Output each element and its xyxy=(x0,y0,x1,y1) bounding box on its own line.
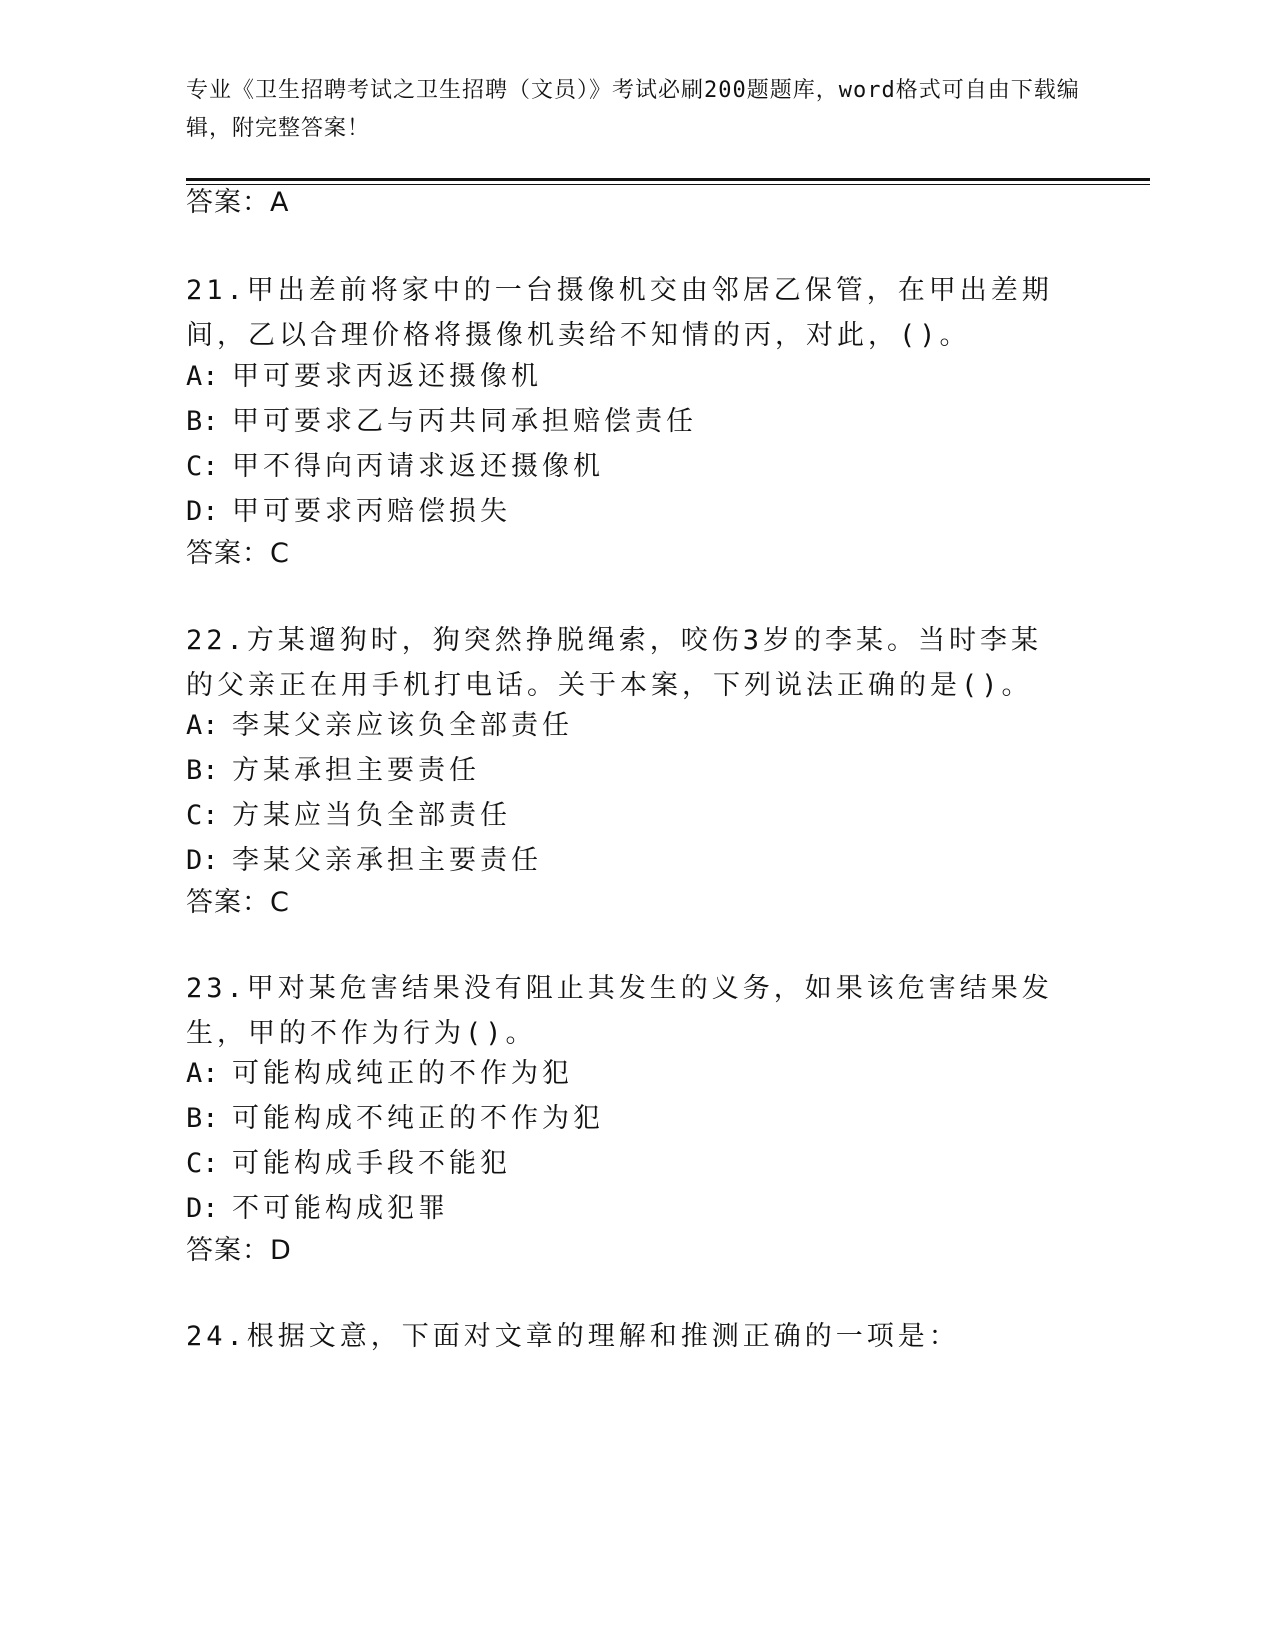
header-rule-thick xyxy=(186,178,1150,181)
option-d: D: 甲可要求丙赔偿损失 xyxy=(186,496,511,527)
option-c: C: 甲不得向丙请求返还摄像机 xyxy=(186,451,604,482)
option-b: B: 可能构成不纯正的不作为犯 xyxy=(186,1103,604,1134)
option-d: D: 李某父亲承担主要责任 xyxy=(186,845,542,876)
option-c: C: 可能构成手段不能犯 xyxy=(186,1148,511,1179)
question-21-options xyxy=(186,354,697,534)
option-a: A: 可能构成纯正的不作为犯 xyxy=(186,1058,573,1089)
option-b: B: 甲可要求乙与丙共同承担赔偿责任 xyxy=(186,406,697,437)
question-23-options xyxy=(186,1051,604,1231)
answer-23: 答案：D xyxy=(186,1235,292,1266)
question-22-options xyxy=(186,703,573,883)
question-23-text: 23.甲对某危害结果没有阻止其发生的义务，如果该危害结果发生，甲的不作为行为()。 xyxy=(186,973,1053,1049)
question-24-text: 24.根据文意，下面对文章的理解和推测正确的一项是： xyxy=(186,1321,960,1352)
option-d: D: 不可能构成犯罪 xyxy=(186,1193,449,1224)
question-21-text: 21.甲出差前将家中的一台摄像机交由邻居乙保管，在甲出差期间，乙以合理价格将摄像机卖给不知情的丙，对此，()。 xyxy=(186,275,1053,351)
answer-21: 答案：C xyxy=(186,538,290,569)
question-22-text: 22.方某遛狗时，狗突然挣脱绳索，咬伤3岁的李某。当时李某的父亲正在用手机打电话。关于本案，下列说法正确的是()。 xyxy=(186,625,1043,701)
option-a: A: 李某父亲应该负全部责任 xyxy=(186,710,573,741)
option-c: C: 方某应当负全部责任 xyxy=(186,800,511,831)
answer-20: 答案：A xyxy=(186,187,290,218)
option-a: A: 甲可要求丙返还摄像机 xyxy=(186,361,542,392)
document-header: 专业《卫生招聘考试之卫生招聘（文员）》考试必刷200题题库，word格式可自由下载编辑，附完整答案！ xyxy=(186,78,1080,141)
option-b: B: 方某承担主要责任 xyxy=(186,755,480,786)
header-rule-thin xyxy=(186,184,1150,185)
answer-22: 答案：C xyxy=(186,887,290,918)
